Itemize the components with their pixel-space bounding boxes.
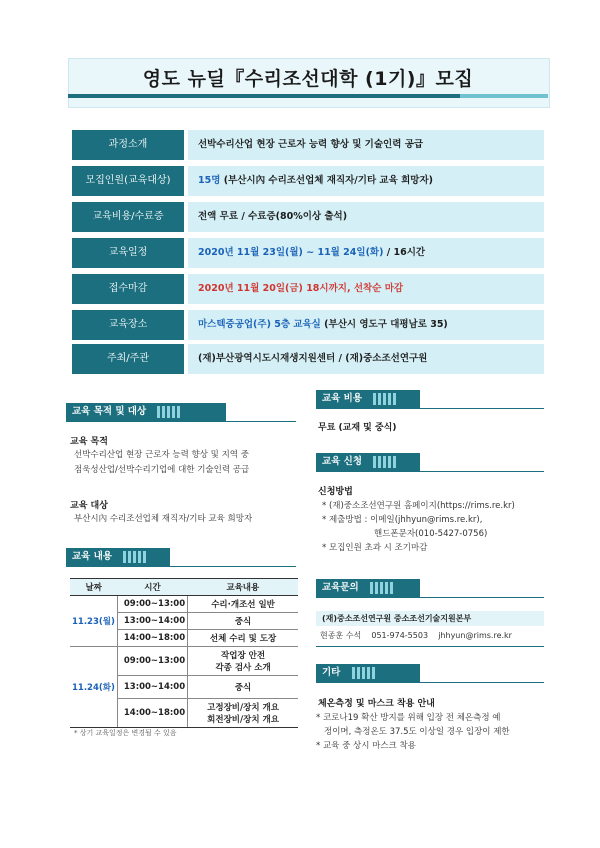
- day2-date: 11.24(화): [70, 647, 117, 728]
- goal-line-1: 선박수리산업 현장 근로자 능력 향상 및 지역 중: [74, 450, 249, 460]
- day2-content-1b: 각종 검사 소개: [215, 663, 271, 673]
- info-value-cost-text: 전액 무료 / 수료증(80%이상 출석): [198, 211, 348, 222]
- day2-content-1: [188, 647, 298, 676]
- day2-time-3: 14:00~18:00: [117, 699, 187, 728]
- list-item: * 제출방법 : 이메일(jhhyun@rims.re.kr),: [322, 515, 483, 525]
- day2-time-1: 09:00~13:00: [117, 647, 187, 676]
- info-value-place-rest: (부산시 영도구 대평남로 35): [324, 319, 448, 330]
- inquiry-phone: 051-974-5503: [371, 631, 429, 640]
- header-bars-icon: [157, 406, 180, 418]
- schedule-table: [70, 578, 298, 728]
- day1-content-2: 중식: [188, 613, 298, 630]
- list-item: * (재)중소조선연구원 홈페이지(https://rims.re.kr): [322, 501, 515, 511]
- inquiry-email[interactable]: jhhyun@rims.re.kr: [438, 631, 512, 640]
- info-value-recruit: [188, 166, 544, 196]
- info-label-deadline: 접수마감: [72, 274, 184, 304]
- etc-section-header: [316, 664, 420, 682]
- day1-time-2: 13:00~14:00: [117, 613, 187, 630]
- info-value-course-text: 선박수리산업 현장 근로자 능력 향상 및 기술인력 공급: [198, 139, 424, 150]
- day2-content-1a: 작업장 안전: [221, 651, 266, 661]
- table-row: [70, 647, 298, 676]
- inquiry-org: (재)중소조선연구원 중소조선기술지원본부: [316, 611, 544, 626]
- info-label-cost: 교육비용/수료증: [72, 202, 184, 232]
- inquiry-bottom-divider: [316, 646, 544, 647]
- info-value-schedule-strong: 2020년 11월 23일(월) ~ 11월 24일(화): [198, 247, 384, 258]
- apply-bullets: [322, 499, 548, 555]
- info-label-recruit: 모집인원(교육대상): [72, 166, 184, 196]
- info-value-place: [188, 310, 544, 340]
- info-label-host: 주최/주관: [72, 344, 184, 374]
- list-item: * 모집인원 초과 시 조기마감: [322, 543, 428, 553]
- apply-header-text: 교육 신청: [322, 456, 363, 467]
- info-value-host: [188, 344, 544, 374]
- info-value-deadline-text: 2020년 11월 20일(금) 18시까지, 선착순 마감: [198, 283, 404, 294]
- etc-header-text: 기타: [322, 667, 341, 678]
- header-bars-icon: [373, 456, 396, 468]
- etc-label: 체온측정 및 마스크 착용 안내: [318, 699, 435, 709]
- info-value-schedule-rest: / 16시간: [386, 247, 426, 258]
- day1-time-1: 09:00~13:00: [117, 596, 187, 613]
- content-header-text: 교육 내용: [72, 551, 113, 562]
- target-text: 부산시內 수리조선업체 재직자/기타 교육 희망자: [74, 514, 253, 524]
- cost-divider: [316, 408, 544, 409]
- day1-time-3: 14:00~18:00: [117, 630, 187, 647]
- purpose-divider: [66, 421, 296, 422]
- day1-date: 11.23(월): [70, 596, 117, 647]
- info-value-schedule: [188, 238, 544, 268]
- purpose-section-header: [66, 403, 226, 421]
- etc-bullets: [316, 711, 548, 753]
- col-date: 날짜: [70, 579, 117, 596]
- schedule-note: * 상기 교육일정은 변경될 수 있음: [74, 729, 177, 737]
- header-bars-icon: [123, 551, 146, 563]
- header-bars-icon: [370, 582, 393, 594]
- inquiry-contact: [320, 628, 548, 643]
- col-time: 시간: [117, 579, 187, 596]
- cost-text: 무료 (교재 및 중식): [318, 423, 397, 433]
- goal-line-2: 점욱성산업/선박수리기업에 대한 기술인력 공급: [74, 465, 250, 475]
- schedule-header-row: [70, 579, 298, 596]
- apply-divider: [316, 471, 544, 472]
- day2-time-2: 13:00~14:00: [117, 676, 187, 699]
- info-label-schedule: 교육일정: [72, 238, 184, 268]
- day2-content-2: 중식: [188, 676, 298, 699]
- inquiry-section-header: [316, 579, 420, 597]
- etc-divider: [316, 682, 544, 683]
- inquiry-person: 현종훈 수석: [320, 631, 362, 640]
- content-divider: [66, 566, 296, 567]
- goal-text: [74, 448, 314, 478]
- list-item: * 코로나19 확산 방지를 위해 입장 전 체온측정 예: [316, 713, 501, 723]
- col-content: 교육내용: [188, 579, 298, 596]
- header-bars-icon: [373, 393, 396, 405]
- info-label-course: 과정소개: [72, 130, 184, 160]
- title-underline-accent: [460, 94, 548, 98]
- cost-section-header: [316, 390, 420, 408]
- info-value-host-text: (재)부산광역시도시재생지원센터 / (재)중소조선연구원: [198, 353, 428, 364]
- day2-content-3a: 고정장비/장치 개요: [207, 703, 279, 713]
- day1-content-3: 선체 수리 및 도장: [188, 630, 298, 647]
- info-value-place-strong: 마스텍중공업(주) 5층 교육실: [198, 319, 321, 330]
- info-label-place: 교육장소: [72, 310, 184, 340]
- content-section-header: [66, 548, 170, 566]
- goal-label: 교육 목적: [70, 437, 108, 447]
- apply-method-label: 신청방법: [318, 487, 353, 497]
- apply-section-header: [316, 453, 420, 471]
- cost-header-text: 교육 비용: [322, 393, 363, 404]
- header-bars-icon: [352, 667, 375, 679]
- info-value-cost: [188, 202, 544, 232]
- target-label: 교육 대상: [70, 501, 108, 511]
- day1-content-1: 수리·개조선 일반: [188, 596, 298, 613]
- inquiry-divider: [316, 597, 544, 598]
- inquiry-header-text: 교육문의: [322, 582, 359, 593]
- list-item: * 교육 중 상시 마스크 착용: [316, 741, 416, 751]
- purpose-header-text: 교육 목적 및 대상: [72, 406, 147, 417]
- info-value-course: [188, 130, 544, 160]
- info-value-recruit-strong: 15명: [198, 175, 221, 186]
- info-value-recruit-rest: (부산시內 수리조선업체 재직자/기타 교육 희망자): [223, 175, 433, 186]
- list-item: 정이며, 측정온도 37.5도 이상일 경우 입장이 제한: [324, 727, 510, 737]
- day2-content-3: [188, 699, 298, 728]
- day2-content-3b: 회전장비/장치 개요: [207, 715, 279, 725]
- page-title: 영도 뉴딜『수리조선대학 (1기)』모집: [142, 68, 474, 90]
- list-item: 핸드폰문자(010-5427-0756): [374, 529, 488, 539]
- info-value-deadline: [188, 274, 544, 304]
- table-row: [70, 596, 298, 613]
